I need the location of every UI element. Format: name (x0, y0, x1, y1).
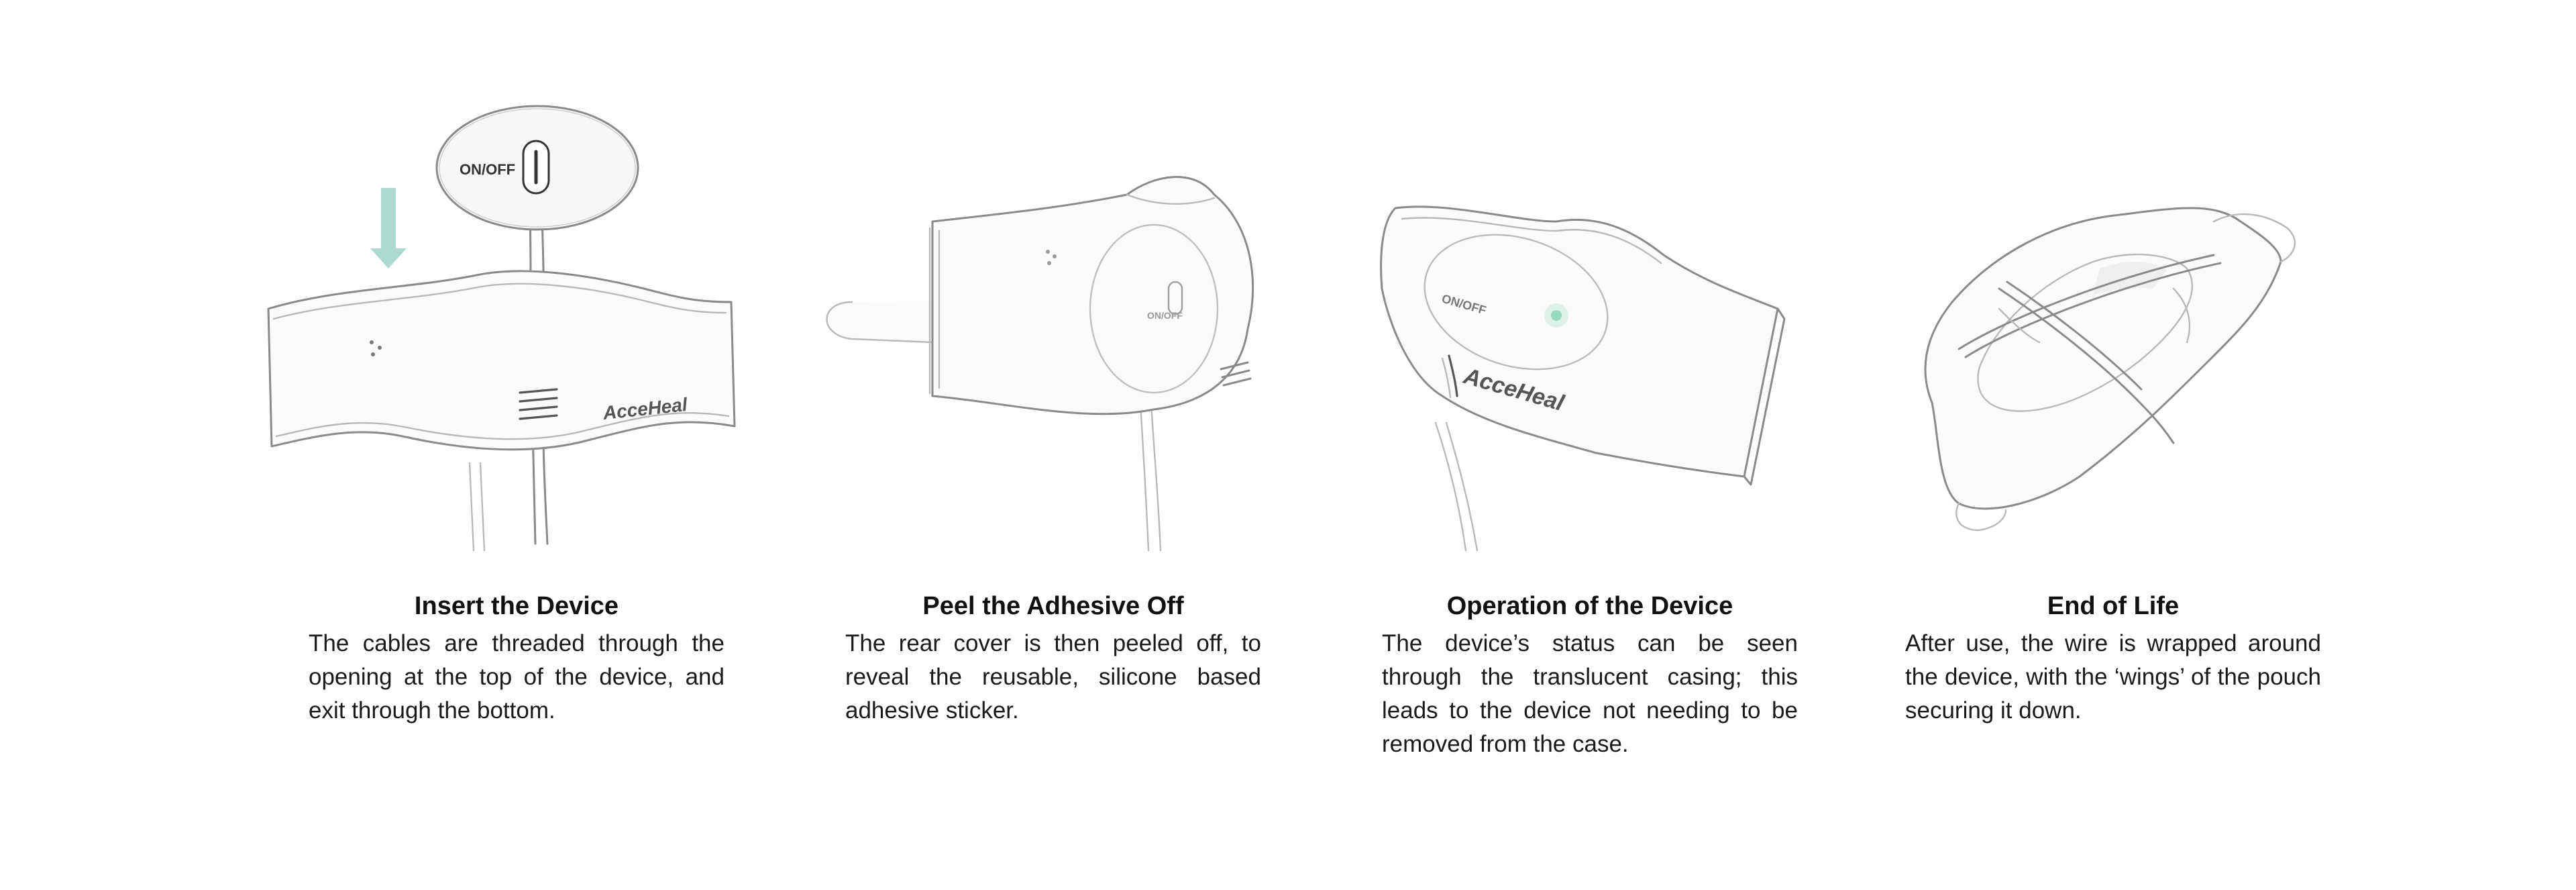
insert-device-illustration (241, 87, 751, 557)
status-light-icon (1544, 303, 1568, 328)
step-caption (845, 591, 1261, 728)
power-switch-icon (523, 141, 549, 193)
peel-adhesive-illustration (778, 87, 1288, 557)
step-title: End of Life (2047, 592, 2180, 620)
device-brand-label: AcceHeal (1460, 363, 1567, 416)
step-title: Operation of the Device (1446, 592, 1733, 620)
step-description: The device’s status can be seen through the translucent casing; this leads to the device not needing to be removed from the case. (1382, 630, 1798, 757)
end-of-life-illustration (1838, 87, 2348, 557)
step-description: After use, the wire is wrapped around the device, with the ‘wings’ of the pouch securing it down. (1905, 630, 2321, 724)
pouch-brand-label: AcceHeal (602, 393, 689, 424)
step-caption (309, 591, 724, 728)
step-title: Insert the Device (414, 592, 619, 620)
device-capsule (437, 106, 638, 230)
operation-illustration (1315, 87, 1825, 557)
device-on-off-label: ON/OFF (460, 161, 516, 178)
step-insert-device (241, 0, 751, 890)
step-peel-adhesive (778, 0, 1288, 890)
pouch (268, 271, 735, 450)
step-end-of-life (1838, 0, 2348, 890)
step-description: The cables are threaded through the opening at the top of the device, and exit through the bottom. (309, 630, 724, 724)
device-on-off-label: ON/OFF (1440, 291, 1488, 317)
insert-arrow-icon (370, 188, 407, 268)
step-caption (1905, 591, 2321, 728)
step-title: Peel the Adhesive Off (922, 592, 1184, 620)
step-operation (1315, 0, 1825, 890)
device-on-off-label: ON/OFF (1147, 310, 1183, 321)
step-description: The rear cover is then peeled off, to reveal the reusable, silicone based adhesive sticker. (845, 630, 1261, 724)
step-caption (1382, 591, 1798, 761)
